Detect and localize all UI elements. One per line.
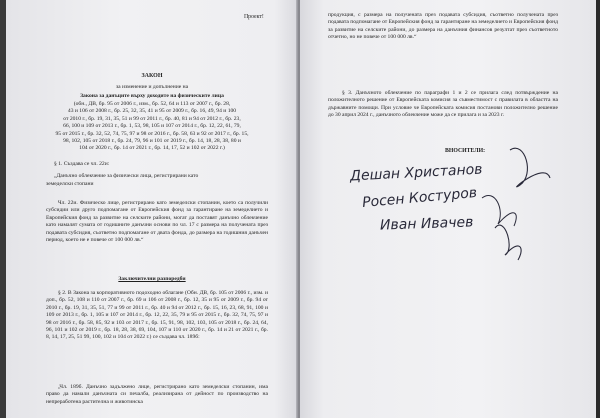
section-2: § 2. В Закона за корпоративното подоходно облагане (Обн. ДВ, бр. 105 от 2006 г., изм. и доп., бр. 52, 108 и 110 от 2007 г., бр. 69 и 106 от 2008 г., бр. 12, 35 и 95 от 2009 г., бр. 94 от 2010 г., бр. 19, 31, 35, 51, 77 и 99 от 2011 г., бр. 40 и 94 от 2012 г., бр. 15, 16, 23, 68, 91, 100 и 109 от 2013 г., бр. 1, 105 и 107 от 2014 г., бр. 12, 22, 35, 79 и 95 от 2015 г., бр. 32, 74, 75, 97 и 98 от 2016 г., бр. 58, 85, 92 и 103 от 2017 г., бр. 15, 91, 98, 102, 103, 105 от 2018 г., бр. 24, 64, 96, 101 и 102 от 2019 г., бр. 18, 28, 38, 69, 104, 107 и 110 от 2020 г., бр. 14 и 21 от 2021 г., бр. 8, 14, 17, 25, 51 99, 100, 102 и 104 от 2022 г.) се създава чл. 189б:	[46, 290, 268, 341]
continued-paragraph: продукция, с размера на получената през подавата субсидия, съответно получената през подавата подпомагане от Европейския фонд за гарантиране на земеделието и Европейския фонд за развитие на селските райони, до размера на данъчния финансов резултат през съответното отчетно, но не повече от 100 000 лв.“	[328, 12, 558, 41]
gazette-line: 104 от 2020 г., бр. 14 от 2021 г., бр. 14, 17, 52 и 102 от 2022 г.)	[79, 145, 225, 152]
signature-marks	[300, 0, 596, 418]
proposers-label: ВНОСИТЕЛИ:	[445, 148, 486, 154]
signature-flourish-1	[510, 148, 550, 187]
article-189b: „Чл. 189б. Данъчно задължено лице, регистрирано като земеделски стопанин, има право да намали данъчната си печалба, реализирана от дейност по производство на непреработена растителна и животинска	[46, 384, 268, 405]
gazette-line: 95 от 2015 г., бр. 32, 52, 74, 75, 97 и 98 от 2016 г., бр. 58, 63 и 92 от 2017 г., бр. 15,	[55, 130, 249, 137]
signature-flourish-3	[495, 225, 521, 260]
right-page	[300, 0, 596, 418]
signature-flourish-2	[482, 195, 516, 226]
gazette-line: 98, 102, 105 от 2018 г., бр. 24, 79, 96 и 101 от 2019 г., бр. 14, 18, 28, 38, 80 и	[63, 138, 241, 144]
signature-name-1: Дешан Христанов	[349, 161, 483, 185]
article-22i: Чл. 22и. Физическо лице, регистрирано като земеделски стопанин, което са получили субсидии или друго подпомагане от Европейския фонд за гарантиране на земеделието и Европейския фонд за развитие на селските райони, могат да поставят данъчно облекчение като намалят сумата от годишните данъчни основи по чл. 17 с размера на получената през подавата субсидия, съответно подпомагане от двата фонда, до размера на годишния данъчен период, което не е повече от 100 000 лв.“	[46, 200, 268, 244]
section-3: § 3. Данъчното облекчение по параграфи 1 и 2 се прилага след потвърждение на положителното решение от Европейската комисия за съвместимост с правилата в областта на държавните помощи. При условие че Европейската комисия постанови положително решение до 30 април 2024 г., данъчното облекчение може да се прилага и за 2023 г.	[328, 90, 558, 119]
final-provisions-heading: Заключителни разпоредби	[118, 276, 186, 282]
gazette-line: (обн., ДВ, бр. 95 от 2006 г., изм., бр. 52, 64 и 113 от 2007 г., бр. 28,	[73, 101, 231, 107]
signature-name-2: Росен Костуров	[361, 185, 478, 211]
law-title: ЗАКОН	[141, 73, 163, 79]
section-1-heading: § 1. Създава се чл. 22и:	[54, 161, 110, 167]
law-subtitle-2: Закона за данъците върху доходите на физическите лица	[80, 93, 224, 99]
gazette-line: 43 и 106 от 2008 г., бр. 25, 32, 35, 41 и 95 от 2009 г., бр. 16, 49, 94 и 100	[67, 108, 237, 115]
section-1-quote-line-2: земеделски стопани	[46, 181, 94, 187]
left-page	[6, 0, 298, 418]
gazette-line: 66, 100 и 109 от 2013 г., бр. 1, 53, 98, 105 и 107 от 2014 г., бр. 12, 22, 61, 79,	[63, 123, 241, 130]
section-1-quote-line-1: „Данъчно облекчение за физически лица, регистрирани като	[54, 173, 199, 179]
corner-label: Проект!	[244, 14, 264, 20]
gazette-line: от 2010 г., бр. 19, 31, 35, 51 и 99 от 2011 г., бр. 40, 81 и 94 от 2012 г., бр. 23,	[63, 115, 241, 122]
law-subtitle-1: за изменение и допълнение на	[115, 84, 189, 90]
signature-name-3: Иван Ивачев	[379, 214, 474, 234]
